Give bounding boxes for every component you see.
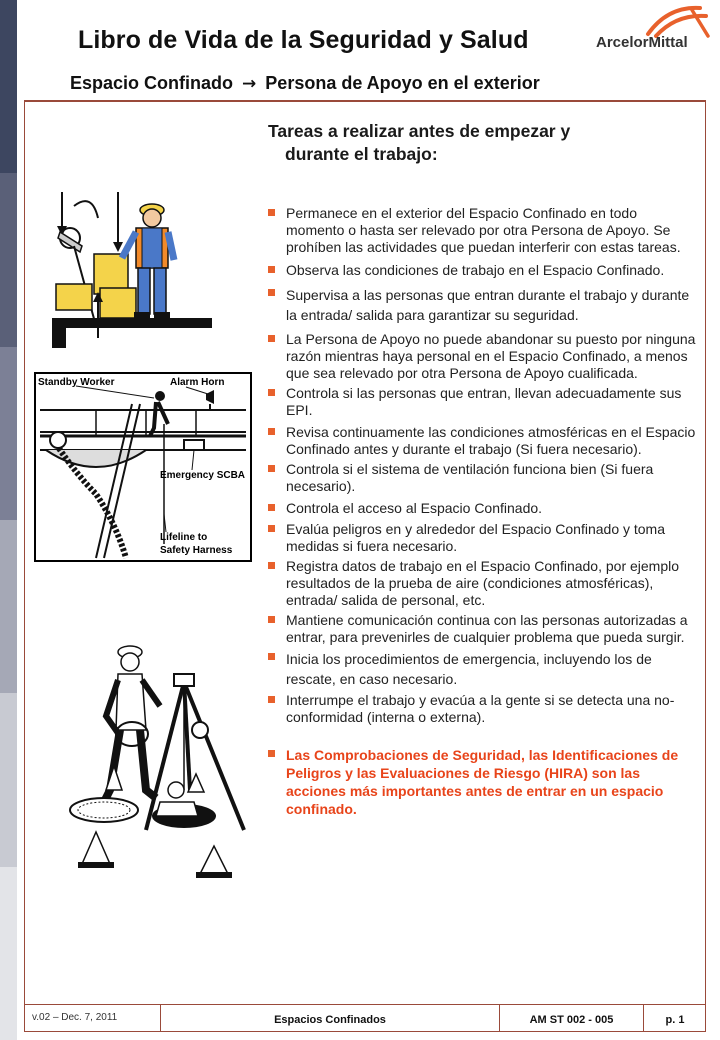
list-item (268, 500, 698, 517)
list-item-text: Controla el acceso al Espacio Confinado. (286, 500, 543, 516)
bullet-square-icon (268, 335, 275, 342)
stripe-segment (0, 0, 17, 173)
bullet-square-icon (268, 465, 275, 472)
tripod-rescue-illustration (60, 640, 260, 880)
bullet-square-icon (268, 653, 275, 660)
footer-document-code: AM ST 002 - 005 (500, 1004, 644, 1032)
bullet-square-icon (268, 562, 275, 569)
stripe-segment (0, 867, 17, 1040)
label-standby-worker: Standby Worker (38, 377, 115, 388)
bullet-square-icon (268, 266, 275, 273)
label-lifeline-line2: Safety Harness (160, 545, 233, 556)
list-item-text: Permanece en el exterior del Espacio Confinado en todo momento o hasta ser relevado por otra Persona de Apoyo. Se prohíben las actividades que puedan interferir con estas tareas. (286, 205, 681, 255)
tasks-heading-line2: durante el trabajo: (285, 144, 438, 164)
footer-page-number: p. 1 (644, 1004, 706, 1032)
list-item-text: Registra datos de trabajo en el Espacio Confinado, por ejemplo resultados de la prueba de aire (condiciones atmosféricas), entrada/ salida de personal, etc. (286, 558, 680, 608)
list-item-text: La Persona de Apoyo no puede abandonar su puesto por ninguna razón mientras haya personal en el Espacio Confinado, a menos que sea relevado por otra Persona de Apoyo cualificada. (286, 331, 696, 381)
confined-space-drawing-icon (36, 374, 250, 560)
list-item-text: Interrumpe el trabajo y evacúa a la gente si se detecta una no-conformidad (interna o externa). (286, 692, 675, 725)
bullet-square-icon (268, 504, 275, 511)
bullet-square-icon (268, 209, 275, 216)
task-list (268, 205, 698, 818)
list-item-text: Controla si las personas que entran, llevan adecuadamente sus EPI. (286, 385, 682, 418)
list-item-text: Mantiene comunicación continua con las personas autorizadas a entrar, para prevenirles de cualquier problema que pueda surgir. (286, 612, 688, 645)
stripe-segment (0, 693, 17, 866)
list-item (268, 521, 698, 555)
section-title-part1: Espacio Confinado (70, 73, 234, 93)
bullet-square-icon (268, 289, 275, 296)
stripe-segment (0, 173, 17, 346)
list-item (268, 331, 698, 382)
arcelormittal-logo (596, 4, 714, 54)
worker-drawing-icon (52, 188, 212, 348)
stripe-segment (0, 520, 17, 693)
arrow-right-icon: → (242, 74, 257, 94)
confined-space-diagram (34, 372, 252, 562)
list-item (268, 205, 698, 256)
bullet-square-icon (268, 696, 275, 703)
section-title-part2: Persona de Apoyo en el exterior (265, 73, 540, 93)
stripe-segment (0, 347, 17, 520)
footer-topic: Espacios Confinados (160, 1004, 500, 1032)
list-item (268, 461, 698, 495)
list-item (268, 424, 698, 458)
tripod-drawing-icon (60, 640, 260, 880)
list-item (268, 262, 698, 279)
list-item (268, 692, 698, 726)
label-alarm-horn: Alarm Horn (170, 377, 225, 388)
tasks-heading-line1: Tareas a realizar antes de empezar y (268, 121, 571, 141)
section-title (70, 73, 540, 94)
list-item (268, 558, 698, 609)
list-item-text: Supervisa a las personas que entran durante el trabajo y durante la entrada/ salida para garantizar su seguridad. (286, 287, 690, 323)
list-item-text: Inicia los procedimientos de emergencia, incluyendo los de rescate, en caso necesario. (286, 651, 652, 687)
bullet-square-icon (268, 428, 275, 435)
bullet-square-icon (268, 389, 275, 396)
list-item-text: Controla si el sistema de ventilación funciona bien (Si fuera necesario). (286, 461, 654, 494)
logo-arc-icon (596, 4, 714, 38)
list-item (268, 285, 698, 325)
document-title: Libro de Vida de la Seguridad y Salud (78, 26, 529, 54)
left-decorative-stripe (0, 0, 17, 1040)
list-item-text: Evalúa peligros en y alrededor del Espacio Confinado y toma medidas si fuera necesario. (286, 521, 666, 554)
tasks-heading (268, 120, 668, 166)
list-item-text: Observa las condiciones de trabajo en el Espacio Confinado. (286, 262, 665, 278)
bullet-square-icon (268, 750, 275, 757)
footer-version: v.02 – Dec. 7, 2011 (24, 1004, 160, 1032)
bullet-square-icon (268, 616, 275, 623)
list-item (268, 385, 698, 419)
label-emergency-scba: Emergency SCBA (160, 470, 246, 481)
list-item-text: Revisa continuamente las condiciones atmosféricas en el Espacio Confinado antes y durante el trabajo (Si fuera necesario). (286, 424, 696, 457)
section-header (24, 64, 706, 102)
standby-worker-illustration (52, 188, 212, 348)
list-item (268, 649, 698, 689)
label-lifeline-line1: Lifeline to (160, 532, 208, 543)
list-item (268, 612, 698, 646)
hira-warning (268, 746, 698, 818)
hira-warning-text: Las Comprobaciones de Seguridad, las Identificaciones de Peligros y las Evaluaciones de Riesgo (HIRA) son las acciones más importantes antes de entrar en un espacio confinado. (286, 747, 679, 817)
bullet-square-icon (268, 525, 275, 532)
logo-wordmark: ArcelorMittal (596, 34, 688, 51)
